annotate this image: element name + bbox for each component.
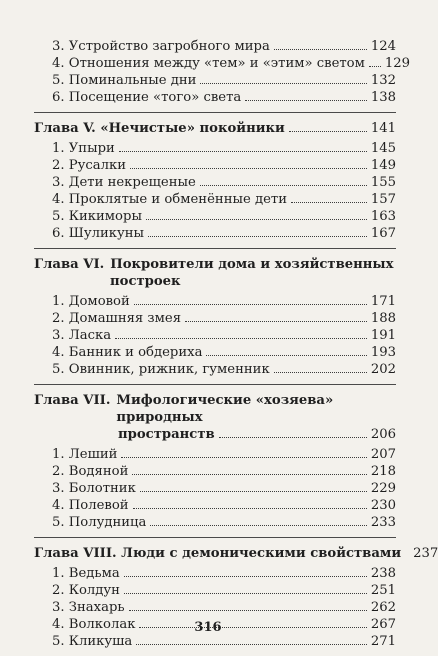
toc-entry-title: 6. Шуликуны — [52, 226, 145, 241]
dot-leader — [274, 49, 367, 50]
dot-leader — [369, 66, 381, 67]
toc-entry-title: 3. Болотник — [52, 481, 136, 496]
chapter-label: Глава VI. — [34, 257, 105, 272]
toc-entry-title: 2. Русалки — [52, 158, 127, 173]
toc-entry-page: 218 — [370, 464, 396, 479]
toc-entry-page: 171 — [370, 294, 396, 309]
toc-entry-title: 2. Домашняя змея — [52, 311, 182, 326]
chapter-heading — [34, 392, 396, 443]
toc-entry-page: 251 — [370, 583, 396, 598]
toc-entry-page: 129 — [384, 56, 411, 71]
toc-entry-page: 132 — [370, 73, 396, 88]
dot-leader — [132, 474, 366, 475]
dot-leader — [200, 185, 367, 186]
chapter-title: Люди с демоническими свойствами — [121, 546, 402, 561]
toc-entry-page: 238 — [370, 566, 396, 581]
toc-entry-title: 1. Леший — [52, 447, 118, 462]
dot-leader — [134, 304, 367, 305]
toc-entry-page: 202 — [370, 362, 396, 377]
chapter-5 — [34, 120, 396, 242]
toc-entry-title: 4. Проклятые и обменённые дети — [52, 192, 287, 207]
toc-entry — [34, 38, 396, 55]
chapter-title-line-1: Мифологические «хозяева» природных — [116, 393, 334, 425]
toc-entry-page: 191 — [370, 328, 396, 343]
toc-entry-page: 157 — [370, 192, 396, 207]
toc-entry-title: 2. Колдун — [52, 583, 120, 598]
dot-leader — [124, 576, 367, 577]
toc-entry-title: 4. Волколак — [52, 617, 136, 632]
dot-leader — [200, 83, 366, 84]
toc-entry-page: 155 — [370, 175, 396, 190]
dot-leader — [219, 437, 367, 438]
toc-entry — [34, 565, 396, 582]
toc-entry-page: 193 — [370, 345, 396, 360]
toc-entry-title: 3. Знахарь — [52, 600, 125, 615]
toc-entry — [34, 140, 396, 157]
dot-leader — [291, 202, 367, 203]
toc-entry-page: 207 — [370, 447, 396, 462]
table-of-contents — [34, 38, 438, 650]
toc-entry-title: 4. Банник и обдериха — [52, 345, 203, 360]
toc-entry — [34, 344, 396, 361]
toc-entry — [34, 327, 396, 344]
toc-entry-title: 5. Полудница — [52, 515, 147, 530]
toc-entry-page: 163 — [370, 209, 396, 224]
toc-entry-page: 124 — [370, 39, 396, 54]
toc-entry — [34, 55, 411, 72]
toc-entry-page: 230 — [370, 498, 396, 513]
dot-leader — [289, 131, 367, 132]
dot-leader — [148, 236, 367, 237]
toc-entry — [34, 633, 396, 650]
toc-entry-title: 5. Кикиморы — [52, 209, 142, 224]
toc-entry — [34, 225, 396, 242]
toc-entry — [34, 514, 396, 531]
toc-entry — [34, 89, 396, 106]
toc-entry-title: 4. Отношения между «тем» и «этим» светом — [52, 56, 365, 71]
chapter-heading — [34, 256, 396, 290]
section-divider — [34, 384, 396, 385]
section-divider — [34, 537, 396, 538]
toc-entry — [34, 480, 396, 497]
toc-entry — [34, 191, 396, 208]
toc-entry-title: 5. Поминальные дни — [52, 73, 197, 88]
page-number: 316 — [194, 620, 222, 635]
chapter-page: 206 — [370, 427, 396, 442]
dot-leader — [245, 100, 367, 101]
chapter-heading — [34, 120, 396, 137]
toc-entry-title: 6. Посещение «того» света — [52, 90, 242, 105]
toc-entry — [34, 497, 396, 514]
dot-leader — [133, 508, 367, 509]
dot-leader — [124, 593, 367, 594]
chapter-page: 237 — [413, 546, 438, 561]
toc-entry — [34, 582, 396, 599]
chapter-label: Глава VIII. — [34, 546, 117, 561]
chapter-label: Глава VII. — [34, 393, 111, 408]
section-divider — [34, 248, 396, 249]
toc-entry-title: 3. Ласка — [52, 328, 112, 343]
dot-leader — [119, 151, 367, 152]
dot-leader — [136, 644, 367, 645]
toc-entry — [34, 446, 396, 463]
chapter-title-line-2: построек — [110, 274, 181, 289]
chapter-label: Глава V. — [34, 121, 96, 136]
dot-leader — [274, 372, 367, 373]
toc-entry — [34, 174, 396, 191]
chapter-title: «Нечистые» покойники — [100, 121, 285, 136]
chapter-title-line-2: пространств — [118, 427, 215, 442]
toc-entry — [34, 72, 396, 89]
toc-entry-title: 1. Домовой — [52, 294, 130, 309]
dot-leader — [129, 610, 367, 611]
dot-leader — [146, 219, 367, 220]
toc-entry-page: 138 — [370, 90, 396, 105]
toc-entry — [34, 599, 396, 616]
toc-entry-page: 167 — [370, 226, 396, 241]
toc-entry-title: 2. Водяной — [52, 464, 129, 479]
chapter-7 — [34, 392, 396, 531]
toc-entry-title: 3. Дети некрещеные — [52, 175, 196, 190]
toc-entry-title: 4. Полевой — [52, 498, 129, 513]
toc-entry — [34, 208, 396, 225]
dot-leader — [140, 491, 367, 492]
toc-entry-title: 5. Овинник, рижник, гуменник — [52, 362, 270, 377]
toc-continuation-list — [34, 38, 411, 106]
toc-entry-page: 188 — [370, 311, 396, 326]
toc-entry-page: 271 — [370, 634, 396, 649]
toc-entry — [34, 293, 396, 310]
toc-entry — [34, 361, 396, 378]
toc-entry — [34, 310, 396, 327]
toc-entry-page: 262 — [370, 600, 396, 615]
chapter-6 — [34, 256, 396, 378]
chapter-page: 141 — [370, 121, 396, 136]
toc-entry — [34, 463, 396, 480]
toc-entry-title: 3. Устройство загробного мира — [52, 39, 270, 54]
toc-entry-title: 5. Кликуша — [52, 634, 133, 649]
chapter-heading — [34, 545, 438, 562]
toc-entry-title: 1. Упыри — [52, 141, 115, 156]
dot-leader — [150, 525, 366, 526]
toc-entry-page: 233 — [370, 515, 396, 530]
dot-leader — [121, 457, 366, 458]
dot-leader — [206, 355, 366, 356]
toc-entry-page: 229 — [370, 481, 396, 496]
toc-entry-page: 149 — [370, 158, 396, 173]
dot-leader — [185, 321, 367, 322]
chapter-title-line-1: Покровители дома и хозяйственных — [110, 257, 394, 272]
dot-leader — [115, 338, 367, 339]
toc-entry — [34, 157, 396, 174]
dot-leader — [130, 168, 367, 169]
section-divider — [34, 112, 396, 113]
toc-entry-page: 145 — [370, 141, 396, 156]
toc-entry-title: 1. Ведьма — [52, 566, 120, 581]
toc-entry-page: 267 — [370, 617, 396, 632]
